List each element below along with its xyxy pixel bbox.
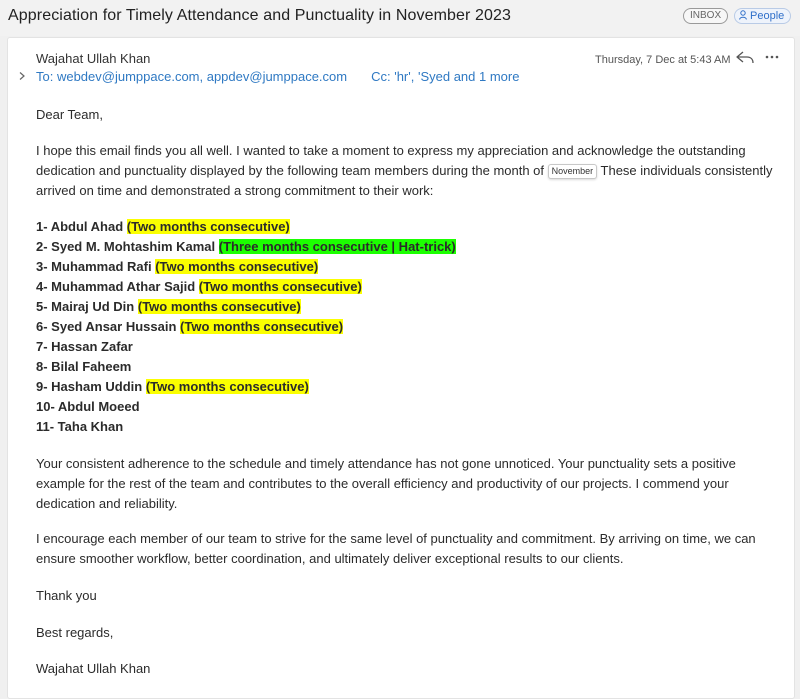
people-label: People [750, 10, 785, 22]
message-date: Thursday, 7 Dec at 5:43 AM [595, 54, 731, 66]
greeting: Dear Team, [36, 107, 103, 122]
member-note: (Two months consecutive) [145, 379, 309, 394]
appreciation-paragraph: Your consistent adherence to the schedule and timely attendance has not gone unnoticed. Your punctuality sets a positive example for the rest of the team and contributes to the overall efficiency and productivity of our projects. I commend your dedication and reliability. [36, 456, 736, 511]
member-name: 6- Syed Ansar Hussain [36, 319, 177, 334]
expand-chevron-icon[interactable] [18, 71, 26, 81]
list-item [36, 237, 456, 257]
member-name: 7- Hassan Zafar [36, 339, 133, 354]
member-name: 8- Bilal Faheem [36, 359, 132, 374]
member-note: (Two months consecutive) [198, 279, 362, 294]
list-item [36, 277, 456, 297]
member-note: (Three months consecutive | Hat-trick) [218, 239, 456, 254]
member-name: 3- Muhammad Rafi [36, 259, 152, 274]
list-item [36, 377, 456, 397]
list-item [36, 337, 456, 357]
person-icon [739, 10, 747, 20]
closing-line: Best regards, [36, 625, 114, 640]
people-badge[interactable] [734, 8, 791, 24]
intro-text-part1: I hope this email finds you all well. I wanted to take a moment to express my appreciation and acknowledge the outstanding dedication and punctuality displayed by the following team members during the month of [36, 143, 746, 178]
member-name: 11- Taha Khan [36, 419, 124, 434]
email-subject: Appreciation for Timely Attendance and Punctuality in November 2023 [8, 7, 511, 24]
reply-icon[interactable] [735, 50, 755, 66]
member-name: 5- Mairaj Ud Din [36, 299, 135, 314]
member-name: 1- Abdul Ahad [36, 219, 124, 234]
member-list [36, 217, 456, 437]
list-item [36, 257, 456, 277]
more-options-icon[interactable] [765, 54, 779, 60]
member-name: 9- Hasham Uddin [36, 379, 143, 394]
list-item [36, 317, 456, 337]
hover-tooltip: November [548, 164, 598, 179]
member-note: (Two months consecutive) [180, 319, 344, 334]
thank-you-line: Thank you [36, 588, 97, 603]
member-note: (Two months consecutive) [137, 299, 301, 314]
encouragement-paragraph: I encourage each member of our team to strive for the same level of punctuality and commitment. By arriving on time, we can ensure smoother workflow, better coordination, and ultimately deliver exceptional results to our clients. [36, 531, 756, 566]
member-name: 2- Syed M. Mohtashim Kamal [36, 239, 216, 254]
inbox-badge[interactable]: INBOX [683, 8, 728, 24]
mail-header-bar [0, 0, 800, 36]
cc-recipients[interactable]: Cc: 'hr', 'Syed and 1 more [371, 69, 520, 84]
sender-name[interactable]: Wajahat Ullah Khan [36, 51, 151, 66]
intro-paragraph [36, 141, 776, 201]
to-recipients[interactable]: To: webdev@jumppace.com, appdev@jumppace.com [36, 69, 348, 84]
member-note: (Two months consecutive) [155, 259, 319, 274]
list-item [36, 217, 456, 237]
member-name: 10- Abdul Moeed [36, 399, 140, 414]
list-item [36, 357, 456, 377]
member-name: 4- Muhammad Athar Sajid [36, 279, 196, 294]
list-item [36, 297, 456, 317]
list-item [36, 397, 456, 417]
member-note: (Two months consecutive) [126, 219, 290, 234]
intro-text-part2: These individuals consistently arrived on time and demonstrated a strong commitment to their work: [36, 163, 773, 198]
signature: Wajahat Ullah Khan [36, 661, 151, 676]
list-item [36, 417, 456, 437]
recipients-line [36, 69, 519, 84]
